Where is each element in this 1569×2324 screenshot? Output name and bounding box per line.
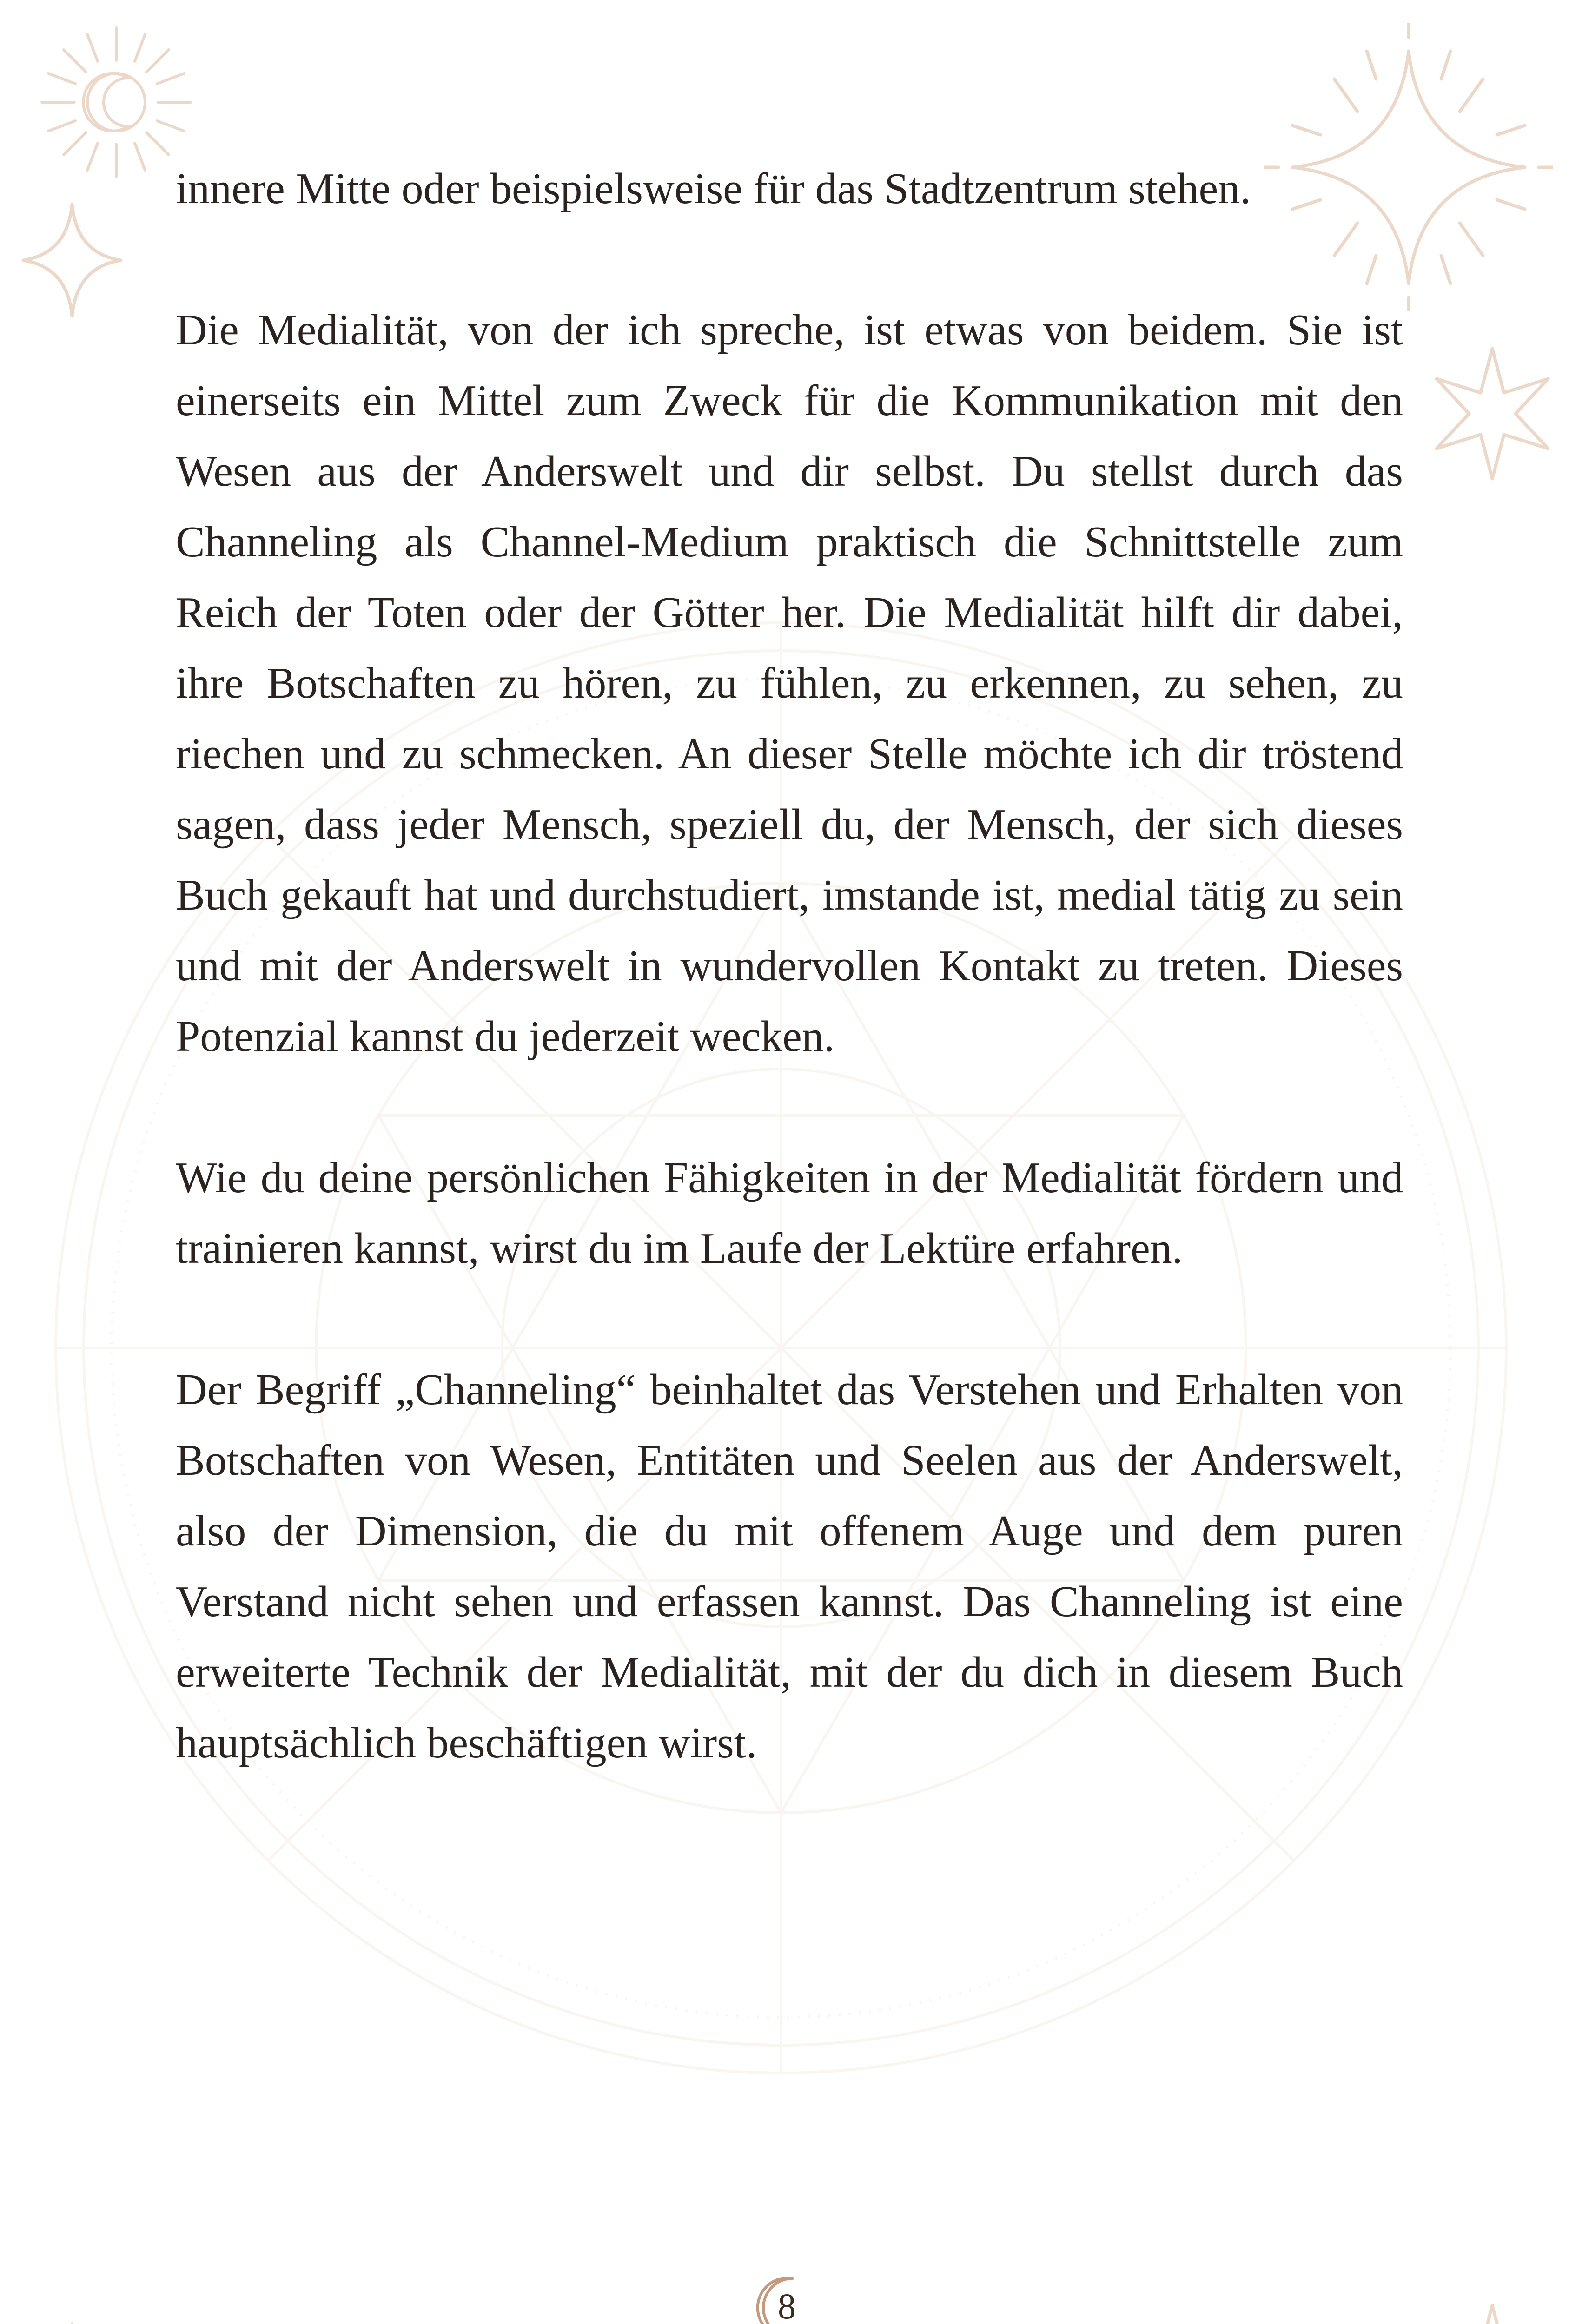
four-point-star-icon [19, 200, 126, 321]
six-point-star-icon [1427, 2301, 1557, 2324]
paragraph: Die Medialität, von der ich spreche, ist etwas von beidem. Sie ist einerseits ein Mittel zum Zweck für die Kommunikation mit den Wesen aus der Anderswelt und dir selbst. Du stellst durch das Channeling als Channel-Medium praktisch die Schnittstelle zum Reich der Toten oder der Götter her. Die Medialität hilft dir dabei, ihre Botschaften zu hören, zu fühlen, zu erkennen, zu sehen, zu riechen und zu schmecken. An dieser Stelle möchte ich dir tröstend sagen, dass jeder Mensch, speziell du, der Mensch, der sich dieses Buch gekauft hat und durchstudiert, imstande ist, medial tätig zu sein und mit der Anderswelt in wundervollen Kontakt zu treten. Dieses Potenzial kannst du jederzeit wecken. [176, 306, 1403, 1061]
page-number-footer [752, 2273, 817, 2324]
sun-icon [33, 19, 200, 186]
four-point-star-icon [19, 2319, 126, 2324]
paragraph: Der Begriff „Channeling“ beinhaltet das Verstehen und Erhalten von Botschaften von Wesen, Entitäten und Seelen aus der Anderswelt, also der Dimension, die du mit offenem Auge und dem puren Verstand nicht sehen und erfassen kannst. Das Channeling ist eine erweiterte Technik der Medialität, mit der du dich in diesem Buch hauptsächlich beschäftigen wirst. [176, 1366, 1403, 1767]
paragraph: Wie du deine persönlichen Fähigkeiten in der Medialität fördern und trainieren kannst, wirst du im Laufe der Lektüre erfahren. [176, 1154, 1403, 1273]
paragraph: innere Mitte oder beispielsweise für das Stadtzentrum stehen. [176, 165, 1251, 213]
body-text [176, 153, 1403, 1849]
six-point-star-icon [1427, 344, 1557, 483]
page-number: 8 [778, 2286, 796, 2324]
